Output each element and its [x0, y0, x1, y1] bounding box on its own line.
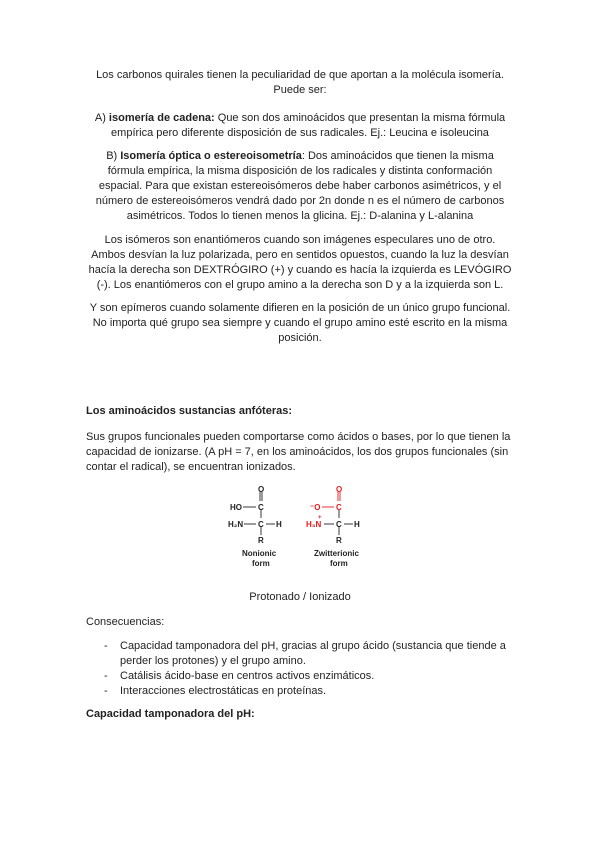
text: B)	[106, 150, 121, 162]
text-line: No importa qué grupo sea siempre y cuando el grupo amino esté escrito en la misma	[92, 317, 508, 329]
text-line: posición.	[278, 332, 322, 344]
text-line: contar el radical), se encuentran ionizados.	[86, 461, 296, 473]
bullet-dash: -	[104, 640, 108, 652]
text-line: perder los protones) y el grupo amino.	[120, 655, 306, 667]
heading-amphoteric: Los aminoácidos sustancias anfóteras:	[86, 405, 293, 417]
atom-label: H	[276, 520, 282, 529]
text-line: Capacidad tamponadora del pH, gracias al grupo ácido (sustancia que tiende a	[120, 640, 506, 652]
heading-buffer-capacity: Capacidad tamponadora del pH:	[86, 708, 255, 720]
term-bold: Isomería óptica o estereoisometría	[120, 150, 302, 162]
atom-label: O	[258, 485, 265, 494]
text-line: asimétricos. Todos lo tienen menos la glicina. Ej.: D-alanina y L-alanina	[126, 210, 474, 222]
bullet-dash: -	[104, 670, 108, 682]
term-bold: isomería de cadena:	[108, 112, 215, 124]
atom-label: C	[336, 503, 342, 512]
zwitterionic-structure	[306, 485, 360, 568]
atom-label: H₂N	[228, 520, 244, 529]
list-item	[86, 684, 516, 699]
text-line: Ambos desvían la luz polarizada, pero en sentidos opuestos, cuando la luz la desvían	[91, 249, 509, 261]
atom-label: ⁻O	[310, 503, 321, 512]
text-line: Los isómeros son enantiómeros cuando son imágenes especulares uno de otro.	[104, 234, 496, 246]
paragraph-epimers	[80, 301, 520, 346]
figure-caption: Protonado / Ionizado	[249, 591, 351, 603]
nonionic-structure	[228, 485, 282, 568]
atom-label: C	[336, 520, 342, 529]
text-line: Sus grupos funcionales pueden comportarse como ácidos o bases, por lo que tienen la	[86, 431, 511, 443]
text-line: Catálisis ácido-base en centros activos enzimáticos.	[120, 670, 375, 682]
atom-label: R	[258, 536, 264, 545]
amino-acid-forms-figure	[228, 484, 378, 576]
text-line: (-). Los enantiómeros con el grupo amino a la derecha son D y a la izquierda son L.	[96, 279, 504, 291]
text-line: Los carbonos quirales tienen la peculiaridad de que aportan a la molécula isomería.	[96, 69, 504, 81]
charge-label: +	[318, 515, 322, 521]
atom-label: C	[258, 503, 264, 512]
text: Que son dos aminoácidos que presentan la misma fórmula	[214, 112, 506, 124]
atom-label: HO	[230, 503, 242, 512]
text-line: Interacciones electrostáticas en proteínas.	[120, 685, 327, 697]
text-line: número de estereoisómeros vendrá dado por 2n donde n es el número de carbonos	[95, 195, 505, 207]
paragraph-optical-isomerism	[80, 149, 520, 224]
text-line: fórmula empírica, la misma disposición de los radicales y distinta conformación	[107, 165, 493, 177]
bullet-dash: -	[104, 685, 108, 697]
atom-label: H₃N	[306, 520, 322, 529]
form-label: Nonionic	[242, 549, 277, 558]
atom-label: H	[354, 520, 360, 529]
text-line: Y son epímeros cuando solamente difieren en la posición de un único grupo funcional.	[89, 302, 511, 314]
list-item	[86, 639, 516, 669]
paragraph-ionization	[86, 430, 516, 475]
form-label: form	[330, 559, 348, 568]
paragraph-chain-isomerism	[80, 111, 520, 141]
text-line: Puede ser:	[273, 84, 327, 96]
text-line: empírica pero diferente disposición de sus radicales. Ej.: Leucina e isoleucina	[111, 127, 489, 139]
text-line: capacidad de ionizarse. (A pH = 7, en los aminoácidos, los dos grupos funcionales (sin	[86, 446, 509, 458]
text-line: hacía la derecha son DEXTRÓGIRO (+) y cuando es hacía la izquierda es LEVÓGIRO	[88, 264, 512, 276]
consequences-label: Consecuencias:	[86, 616, 165, 628]
atom-label: R	[336, 536, 342, 545]
form-label: form	[252, 559, 270, 568]
form-label: Zwitterionic	[314, 549, 359, 558]
text: A)	[94, 112, 109, 124]
list-item	[86, 669, 516, 684]
paragraph-chiral-carbons	[80, 68, 520, 98]
atom-label: O	[336, 485, 343, 494]
atom-label: C	[258, 520, 264, 529]
text: : Dos aminoácidos que tienen la misma	[301, 150, 494, 162]
consequences-list	[86, 639, 516, 699]
text-line: espacial. Para que existan estereoisómeros debe haber carbonos asimétricos, y el	[98, 180, 502, 192]
paragraph-enantiomers	[80, 233, 520, 293]
